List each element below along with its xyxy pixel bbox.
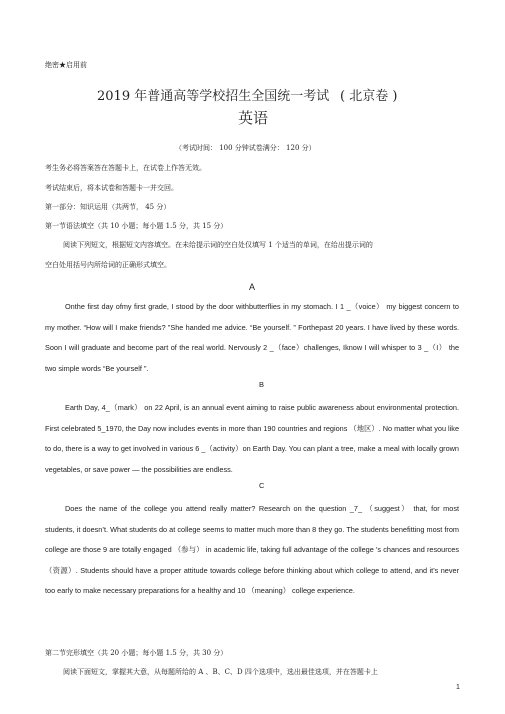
secret-note: 绝密★启用前 [45, 61, 87, 69]
instruction-1: 考生务必将答案答在答题卡上，在试卷上作答无效。 [45, 164, 206, 172]
part1-title: 第一部分：知识运用（共两节， 45 分） [45, 203, 171, 211]
passage-a [45, 297, 459, 379]
exam-title: 2019 年普通高等学校招生全国统一考试 [97, 89, 330, 104]
section1-directions-line1: 阅读下列短文，根据短文内容填空。在未给提示词的空白处仅填写 1 个适当的单词，在给出提示词的 [63, 241, 373, 249]
passage-b-letter: B [259, 380, 265, 389]
section2-title: 第二节完形填空（共 20 小题；每小题 1.5 分，共 30 分） [45, 649, 228, 657]
section2-directions: 阅读下面短文，掌握其大意，从每题所给的 A 、B、C、D 四个选项中，选出最佳选项，并在答题卡上 [63, 668, 378, 676]
exam-region: ( 北京卷 ) [340, 89, 398, 104]
section1-title: 第一节语法填空（共 10 小题；每小题 1.5 分，共 15 分） [45, 222, 228, 230]
passage-c [45, 499, 459, 602]
exam-info: （考试时间： 100 分钟试卷满分： 120 分） [175, 144, 316, 152]
passage-c-letter: C [259, 481, 265, 490]
page-number: 1 [456, 684, 460, 691]
passage-b-text: Earth Day, 4_（mark） on 22 April, is an annual event aiming to raise public awareness about environmental protection. First celebrated 5_1970, the Day now includes events in more than 190 countries and regions （地区）. No matter what you like to do, there is a way to get involved in various 6 _（activity）on Earth Day. You can plant a tree, make a meal with locally grown vegetables, or save power — the possibilities are endless. [45, 403, 459, 474]
passage-c-text: Does the name of the college you attend really matter? Research on the question _7_ （suggest） that, for most students, it doesn’t. What students do at college seems to matter much more than 8 they go. The students benefitting most from college are those 9 are totally engaged （参与） in academic life, taking full advantage of the college ’s chances and resources （资源）. Students should have a proper attitude towards college before thinking about which college to attend, and it’s never too early to make necessary preparations for a healthy and 10 （meaning） college experience. [45, 504, 459, 595]
passage-a-letter: A [249, 282, 256, 292]
instruction-2: 考试结束后，将本试卷和答题卡一并交回。 [45, 184, 178, 192]
exam-subject: 英语 [238, 109, 269, 127]
passage-a-text: Onthe first day ofmy first grade, I stood by the door withbutterflies in my stomach. I 1 _（voice） my biggest concern to my mother. “How will I make friends? ”She handed me advice. “Be yourself. ” Forthepast 20 years. I have lived by these words. Soon I will graduate and become part of the real world. Nervously 2 _（face）challenges, Iknow I will whisper to 3 _（I） the two simple words “Be yourself ”. [45, 302, 459, 373]
section1-directions-line2: 空白处用括号内所给词的正确形式填空。 [45, 261, 171, 269]
passage-b [45, 398, 459, 480]
